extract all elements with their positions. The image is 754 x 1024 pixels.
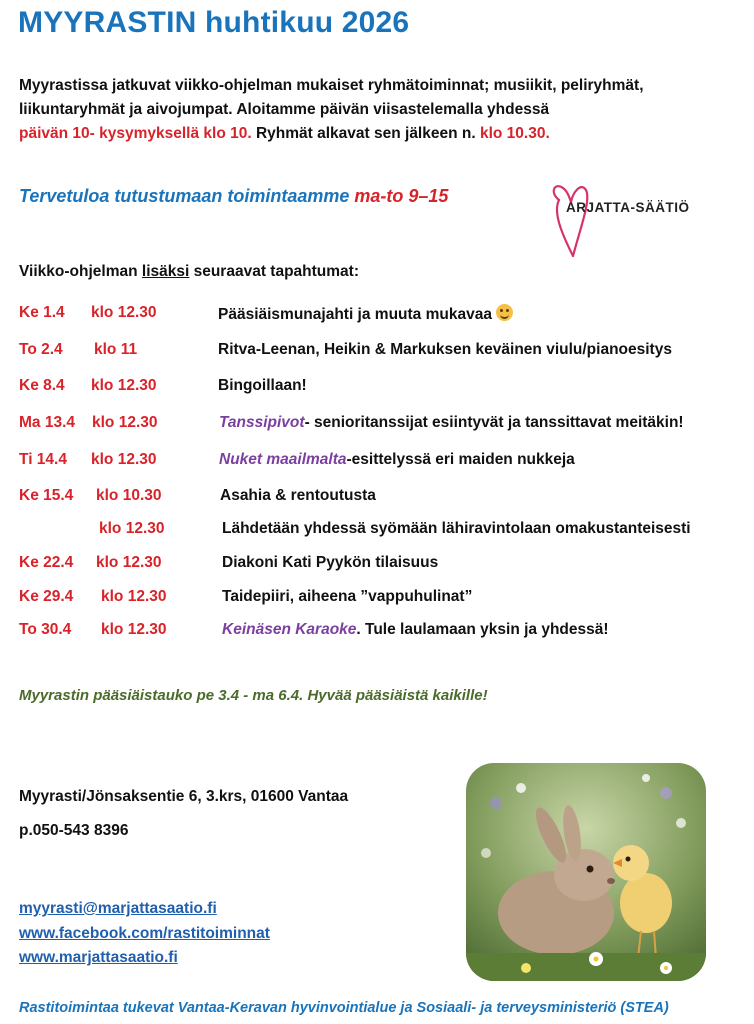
easter-break-note: Myyrastin pääsiäistauko pe 3.4 - ma 6.4. Hyvää pääsiäistä kaikille! bbox=[19, 687, 488, 704]
intro-paragraph bbox=[19, 74, 739, 146]
welcome-text: Tervetuloa tutustumaan toimintaamme bbox=[19, 186, 355, 206]
event-day: Ke 22.4 bbox=[19, 554, 74, 571]
event-time: klo 12.30 bbox=[91, 451, 157, 468]
event-description bbox=[218, 341, 672, 359]
event-day: To 2.4 bbox=[19, 341, 63, 358]
event-highlight: Nuket maailmalta bbox=[219, 451, 347, 468]
facebook-link[interactable]: www.facebook.com/rastitoiminnat bbox=[19, 925, 270, 942]
event-highlight: Keinäsen Karaoke bbox=[222, 621, 357, 638]
event-day: Ma 13.4 bbox=[19, 414, 76, 431]
event-time: klo 12.30 bbox=[101, 621, 167, 638]
event-text: - senioritanssijat esiintyvät ja tanssittavat meitäkin! bbox=[304, 414, 684, 431]
event-text: Lähdetään yhdessä syömään lähiravintolaan omakustanteisesti bbox=[222, 520, 691, 537]
event-time: klo 12.30 bbox=[92, 414, 158, 431]
bunny-and-chick-photo bbox=[466, 763, 706, 981]
event-time: klo 10.30 bbox=[96, 487, 162, 504]
event-highlight: Tanssipivot bbox=[219, 414, 305, 431]
address: Myyrasti/Jönsaksentie 6, 3.krs, 01600 Vantaa bbox=[19, 788, 349, 805]
event-text: Bingoillaan! bbox=[218, 377, 307, 394]
welcome-line bbox=[19, 186, 448, 207]
event-text: Taidepiiri, aiheena ”vappuhulinat” bbox=[222, 588, 473, 605]
events-heading-pre: Viikko-ohjelman bbox=[19, 263, 142, 280]
event-text: Ritva-Leenan, Heikin & Markuksen keväinen viulu/pianoesitys bbox=[218, 341, 672, 358]
event-text: . Tule laulamaan yksin ja yhdessä! bbox=[356, 621, 609, 638]
events-heading-post: seuraavat tapahtumat: bbox=[189, 263, 359, 280]
event-time: klo 12.30 bbox=[96, 554, 162, 571]
event-description bbox=[222, 621, 609, 639]
intro-groups-text: Ryhmät alkavat sen jälkeen n. bbox=[251, 125, 480, 142]
event-description bbox=[222, 520, 691, 538]
event-day: Ke 1.4 bbox=[19, 304, 65, 321]
event-row bbox=[0, 520, 754, 542]
events-heading bbox=[19, 263, 359, 281]
event-text: Asahia & rentoutusta bbox=[220, 487, 376, 504]
event-day: Ke 8.4 bbox=[19, 377, 65, 394]
event-time: klo 12.30 bbox=[99, 520, 165, 537]
event-time: klo 12.30 bbox=[91, 304, 157, 321]
event-row bbox=[0, 487, 754, 509]
intro-line-2: liikuntaryhmät ja aivojumpat. Aloitamme päivän viisastelemalla yhdessä bbox=[19, 101, 550, 118]
intro-groups-time: klo 10.30. bbox=[479, 125, 550, 142]
events-heading-underlined: lisäksi bbox=[141, 263, 190, 280]
event-description bbox=[219, 451, 575, 469]
event-time: klo 12.30 bbox=[101, 588, 167, 605]
event-time: klo 11 bbox=[94, 341, 138, 358]
event-description bbox=[222, 554, 438, 572]
event-description bbox=[218, 377, 307, 395]
event-row bbox=[0, 414, 754, 436]
event-description bbox=[220, 487, 376, 505]
event-row bbox=[0, 451, 754, 473]
event-row bbox=[0, 554, 754, 576]
event-row bbox=[0, 304, 754, 326]
intro-question-time: päivän 10- kysymyksellä klo 10. bbox=[19, 125, 252, 142]
event-day: Ke 15.4 bbox=[19, 487, 74, 504]
intro-line-3 bbox=[19, 122, 739, 146]
event-day: Ke 29.4 bbox=[19, 588, 74, 605]
event-description bbox=[222, 588, 472, 606]
event-day: To 30.4 bbox=[19, 621, 72, 638]
event-text: Pääsiäismunajahti ja muuta mukavaa bbox=[218, 306, 492, 323]
event-description bbox=[218, 304, 513, 324]
smiling-face-icon bbox=[496, 304, 513, 321]
event-row bbox=[0, 341, 754, 363]
heart-logo-icon bbox=[545, 180, 705, 260]
opening-hours: ma-to 9–15 bbox=[354, 186, 449, 206]
website-link[interactable]: www.marjattasaatio.fi bbox=[19, 949, 178, 966]
event-row bbox=[0, 588, 754, 610]
footer-sponsors: Rastitoimintaa tukevat Vantaa-Keravan hyvinvointialue ja Sosiaali- ja terveysministeriö (STEA) bbox=[19, 1000, 669, 1016]
event-text: Diakoni Kati Pyykön tilaisuus bbox=[222, 554, 439, 571]
logo-text: ARJATTA-SÄÄTIÖ bbox=[566, 200, 690, 215]
event-day: Ti 14.4 bbox=[19, 451, 67, 468]
event-row bbox=[0, 377, 754, 399]
event-time: klo 12.30 bbox=[91, 377, 157, 394]
page-title: MYYRASTIN huhtikuu 2026 bbox=[18, 6, 410, 39]
event-text: -esittelyssä eri maiden nukkeja bbox=[346, 451, 575, 468]
event-description bbox=[219, 414, 684, 432]
email-link[interactable]: myyrasti@marjattasaatio.fi bbox=[19, 900, 217, 917]
event-row bbox=[0, 621, 754, 643]
phone-number: p.050-543 8396 bbox=[19, 822, 129, 839]
intro-line-1: Myyrastissa jatkuvat viikko-ohjelman mukaiset ryhmätoiminnat; musiikit, peliryhmät, bbox=[19, 77, 644, 94]
